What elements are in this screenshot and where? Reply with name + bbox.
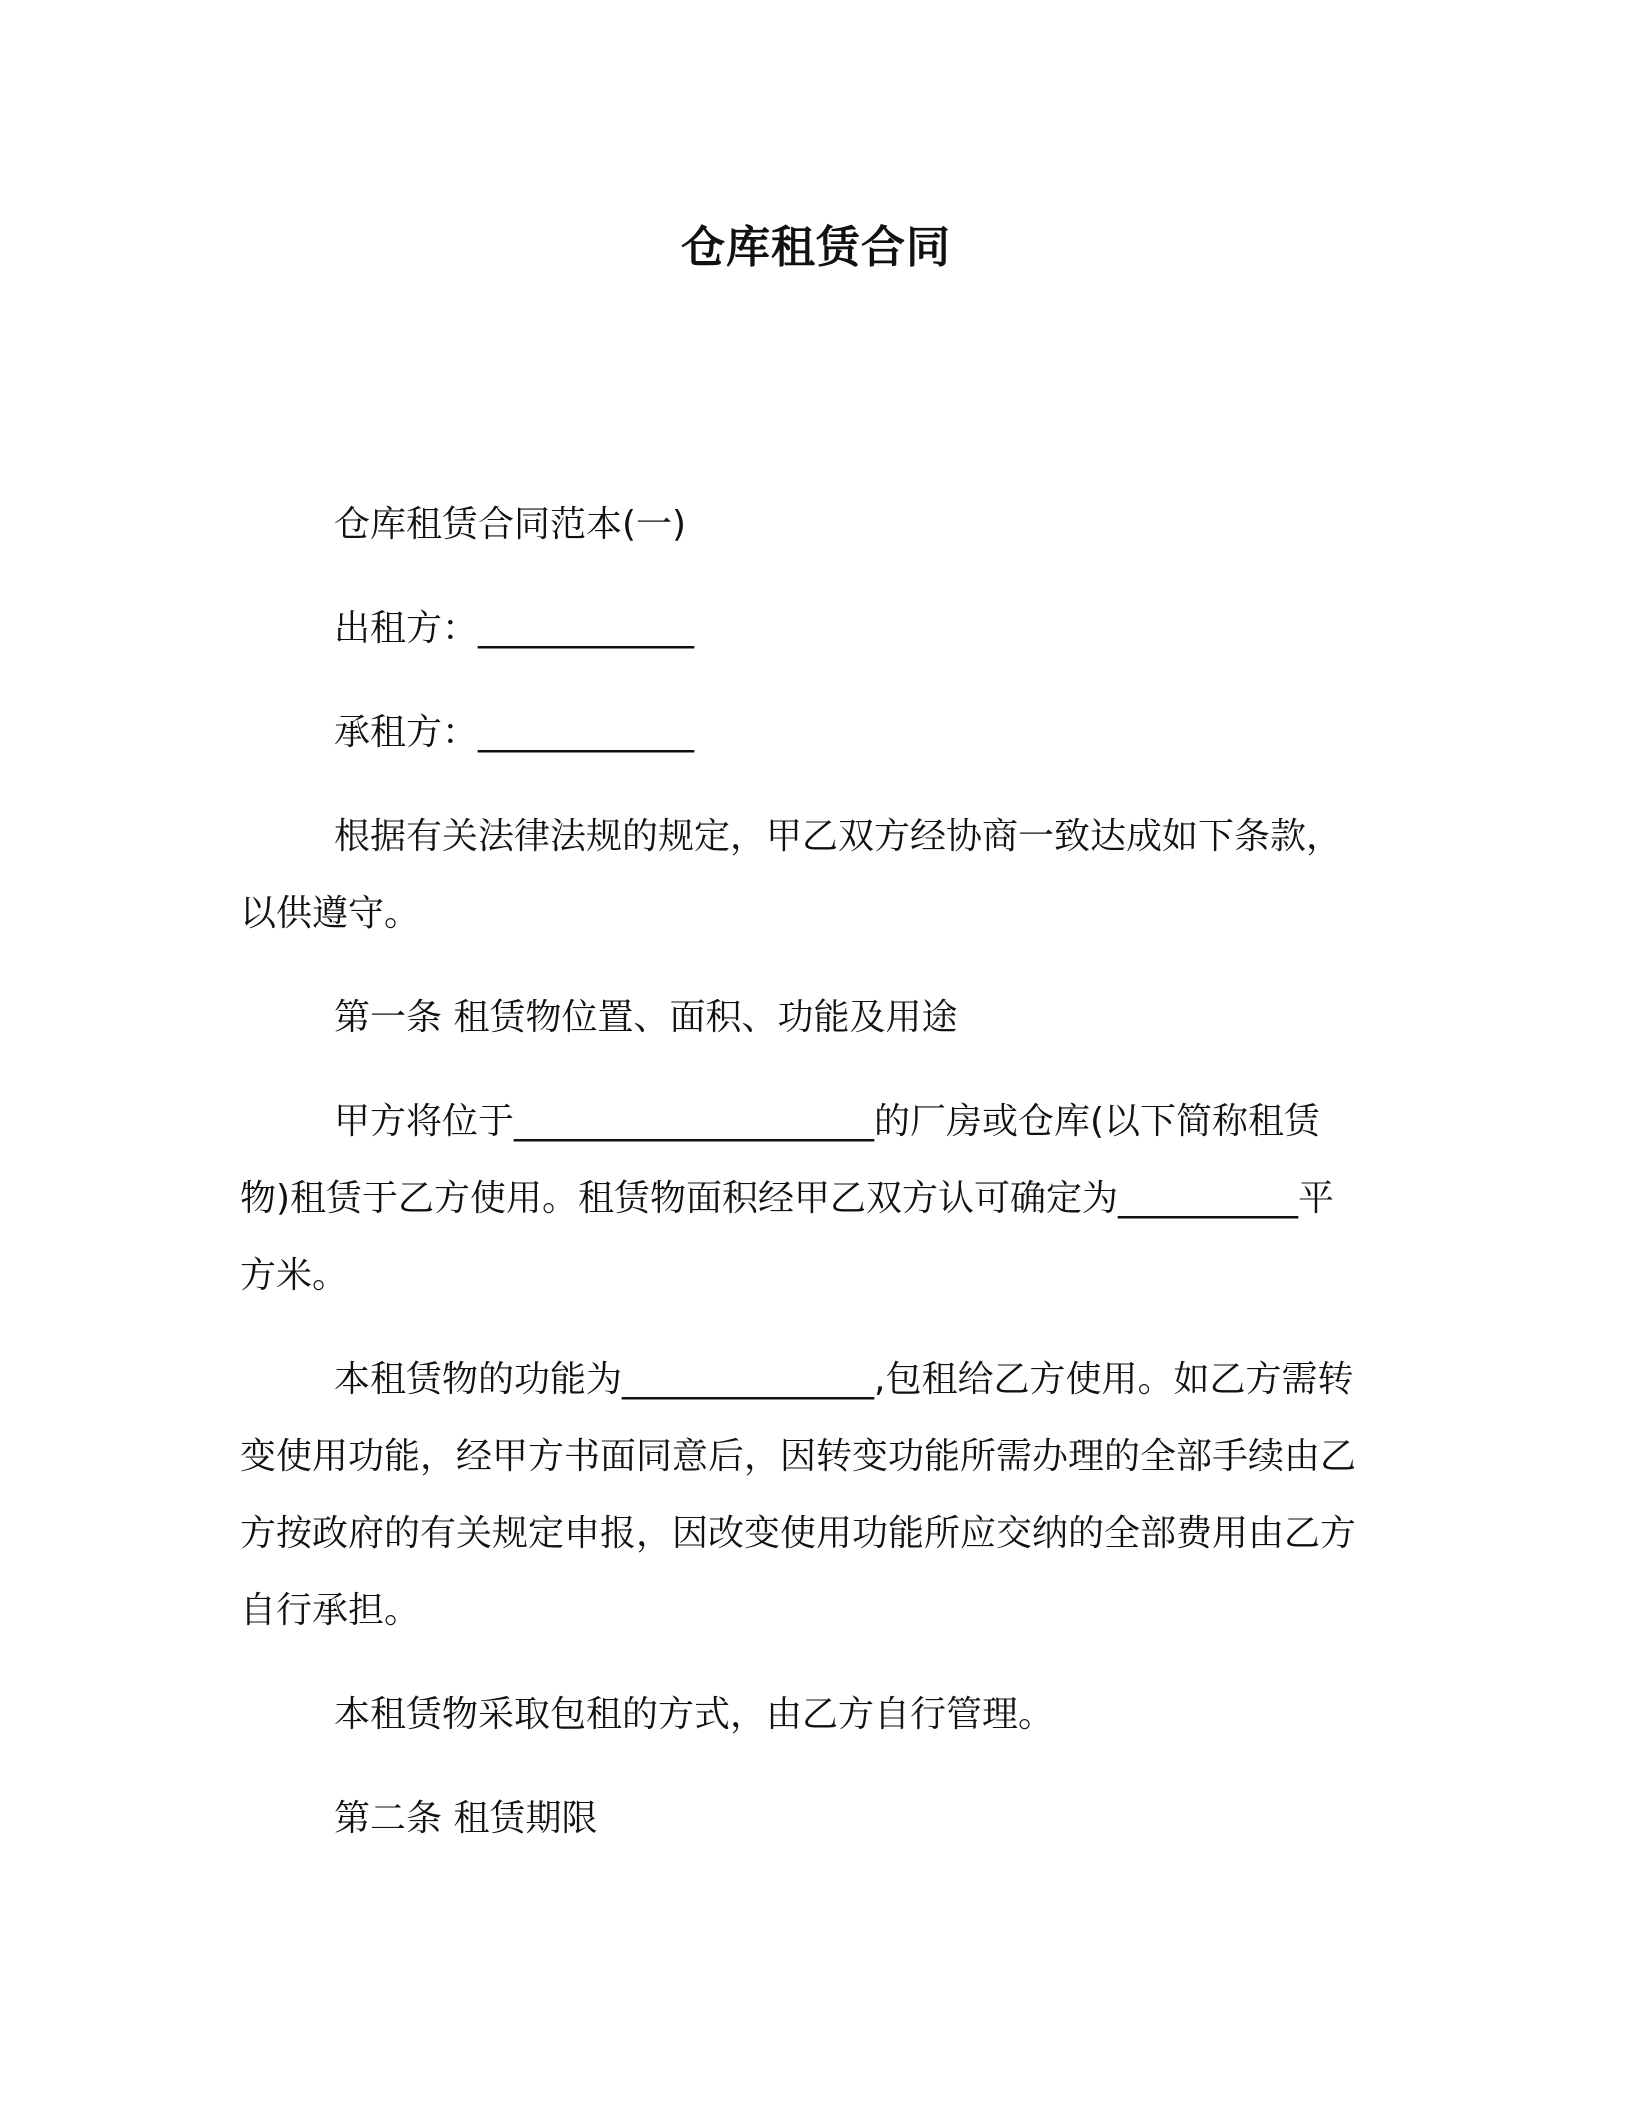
preamble-paragraph: 根据有关法律法规的规定，甲乙双方经协商一致达成如下条款，以供遵守。 <box>240 816 1343 934</box>
subtitle-paragraph: 仓库租赁合同范本(一) <box>334 504 687 545</box>
article-two-heading: 第二条 租赁期限 <box>334 1798 598 1839</box>
document-title: 仓库租赁合同 <box>681 222 951 273</box>
premises-paragraph: 甲方将位于____________________的厂房或仓库(以下简称租赁物)租赁于乙方使用。租赁物面积经甲乙双方认可确定为__________平方米。 <box>240 1101 1335 1296</box>
article-one-heading: 第一条 租赁物位置、面积、功能及用途 <box>334 997 958 1038</box>
lessee-field: 承租方：____________ <box>334 712 695 753</box>
lessor-field: 出租方：____________ <box>334 608 695 649</box>
management-paragraph: 本租赁物采取包租的方式，由乙方自行管理。 <box>334 1694 1055 1735</box>
function-paragraph: 本租赁物的功能为______________,包租给乙方使用。如乙方需转变使用功能，经甲方书面同意后，因转变功能所需办理的全部手续由乙方按政府的有关规定申报，因改变使用功能所应交纳的全部费用由乙方自行承担。 <box>240 1359 1357 1631</box>
